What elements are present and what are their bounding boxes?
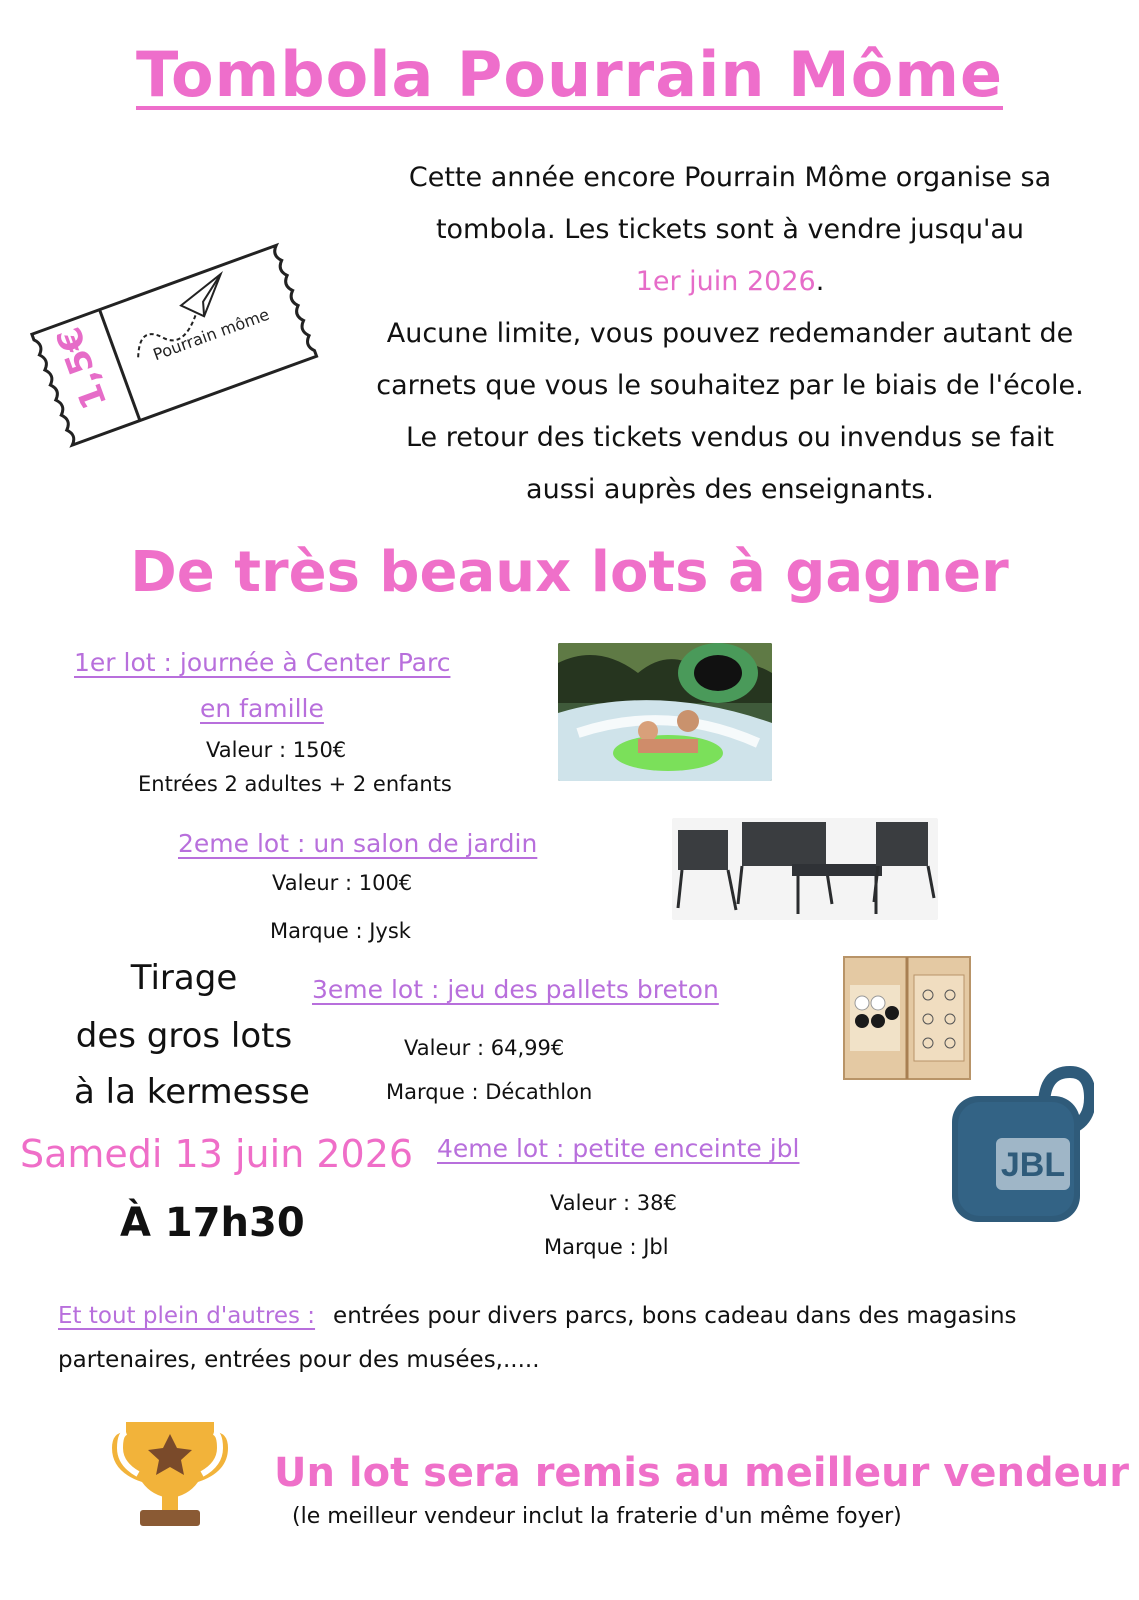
deadline-date: 1er juin 2026 [635, 266, 816, 297]
draw-line1: Tirage [130, 958, 238, 998]
intro-line: tombola. Les tickets sont à vendre jusqu'au [435, 214, 1025, 245]
lot4-brand: Marque : Jbl [544, 1235, 669, 1259]
lot1-title: 1er lot : journée à Center Parc [74, 648, 451, 677]
best-seller-title: Un lot sera remis au meilleur vendeur [274, 1450, 1129, 1496]
intro-line: carnets que vous le souhaitez par le biais de l'école. [376, 370, 1084, 401]
jbl-logo: JBL [1000, 1146, 1066, 1184]
intro-text [360, 152, 1100, 516]
intro-deadline: 1er juin 2026. [635, 266, 825, 297]
lot3-brand: Marque : Décathlon [386, 1080, 593, 1104]
waterslide-photo [558, 643, 772, 781]
trophy-icon [106, 1412, 234, 1530]
best-seller-note: (le meilleur vendeur inclut la fraterie d'un même foyer) [292, 1504, 902, 1529]
jbl-speaker-photo [948, 1066, 1094, 1226]
ticket-logo-text: Pourrain môme [150, 304, 272, 365]
draw-line2: des gros lots [75, 1016, 293, 1056]
lot1-detail: Entrées 2 adultes + 2 enfants [138, 772, 452, 796]
ticket-price: 1,5€ [49, 321, 116, 415]
lot2-title: 2eme lot : un salon de jardin [178, 829, 538, 858]
intro-line: Le retour des tickets vendus ou invendus se fait [405, 422, 1055, 453]
intro-line: Aucune limite, vous pouvez redemander autant de [386, 318, 1074, 349]
other-prizes [58, 1294, 1068, 1382]
lot2-brand: Marque : Jysk [270, 919, 411, 943]
lot3-title: 3eme lot : jeu des pallets breton [312, 975, 719, 1004]
lot1-value: Valeur : 150€ [206, 738, 347, 762]
intro-line: Cette année encore Pourrain Môme organise sa [408, 162, 1052, 193]
draw-date: Samedi 13 juin 2026 [20, 1132, 414, 1176]
garden-furniture-photo [672, 818, 938, 920]
pallet-game-photo [832, 955, 982, 1081]
other-prizes-text: entrées pour divers parcs, bons cadeau dans des magasins partenaires, entrées pour des musées,..... [58, 1303, 1017, 1373]
lot4-title: 4eme lot : petite enceinte jbl [437, 1134, 800, 1163]
lot1-title-cont: en famille [200, 694, 324, 723]
intro-line: aussi auprès des enseignants. [526, 474, 934, 505]
page-title: Tombola Pourrain Môme [136, 38, 1003, 111]
draw-time: À 17h30 [120, 1200, 305, 1246]
lot3-value: Valeur : 64,99€ [404, 1036, 565, 1060]
lot4-value: Valeur : 38€ [550, 1191, 677, 1215]
prizes-heading: De très beaux lots à gagner [130, 540, 1009, 605]
lot2-value: Valeur : 100€ [272, 871, 413, 895]
other-prizes-label: Et tout plein d'autres : [58, 1303, 316, 1329]
draw-line3: à la kermesse [74, 1072, 310, 1112]
